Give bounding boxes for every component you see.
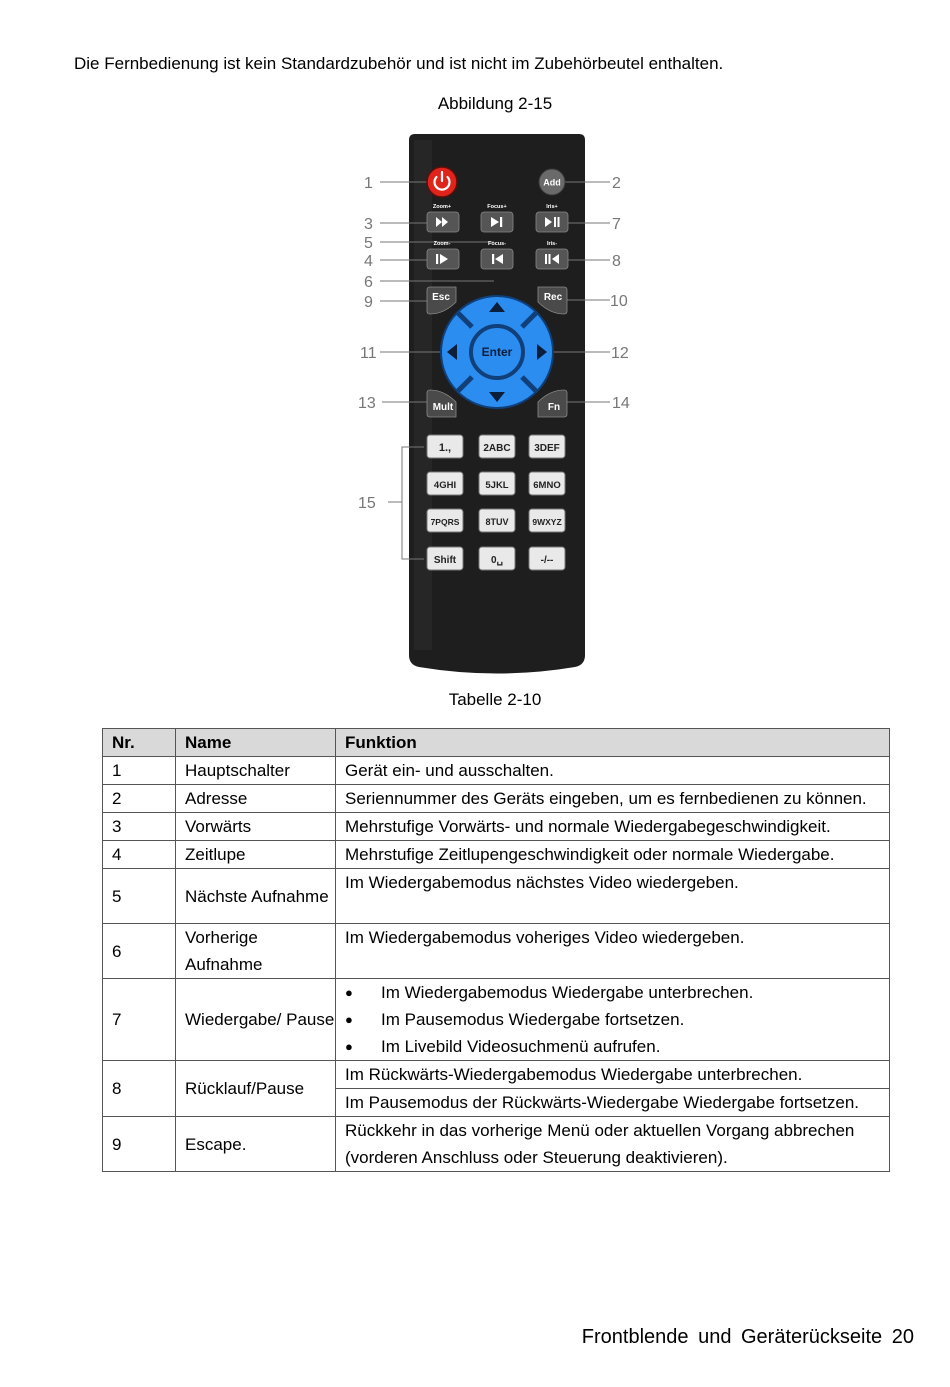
- footer-section: Frontblende und Geräterückseite: [581, 1326, 883, 1348]
- key-4: [427, 472, 463, 495]
- intro-text: Die Fernbedienung ist kein Standardzubehör und ist nicht im Zubehörbeutel enthalten.: [74, 54, 724, 73]
- callout-6: 6: [364, 274, 373, 291]
- cell-funktion: Mehrstufige Vorwärts- und normale Wiedergabegeschwindigkeit.: [336, 813, 890, 841]
- header-nr: Nr.: [103, 729, 176, 757]
- next-record-button: [481, 212, 513, 232]
- callout-14: 14: [612, 395, 630, 412]
- svg-text:0␣: 0␣: [491, 555, 503, 566]
- key-9: [529, 509, 565, 532]
- key-7: [427, 509, 463, 532]
- svg-text:Fn: Fn: [547, 402, 561, 413]
- svg-text:2ABC: 2ABC: [483, 443, 511, 454]
- header-name: Name: [176, 729, 336, 757]
- focus-plus-label: Focus+: [487, 204, 507, 210]
- table-row: [103, 785, 890, 813]
- focus-minus-label: Focus-: [487, 241, 507, 247]
- cell-nr: 1: [103, 757, 176, 785]
- svg-text:4GHI: 4GHI: [433, 480, 457, 491]
- iris-minus-label: Iris-: [546, 241, 558, 247]
- cell-name: Rücklauf/Pause: [176, 1061, 336, 1117]
- zoom-plus-label: Zoom+: [432, 204, 452, 210]
- funktion-part: Im Rückwärts-Wiedergabemodus Wiedergabe unterbrechen.: [345, 1065, 803, 1084]
- rewind-pause-button: [536, 249, 568, 269]
- cell-funktion: [336, 979, 890, 1061]
- cell-name: Zeitlupe: [176, 841, 336, 869]
- callout-7: 7: [612, 216, 621, 233]
- cell-nr: 3: [103, 813, 176, 841]
- table-row: [103, 757, 890, 785]
- cell-funktion: Mehrstufige Zeitlupengeschwindigkeit oder normale Wiedergabe.: [336, 841, 890, 869]
- key-0: [479, 547, 515, 570]
- power-button: [427, 167, 457, 197]
- slow-button: [427, 249, 459, 269]
- function-table: [102, 728, 890, 1172]
- page-number: 20: [891, 1326, 914, 1348]
- page-footer: [582, 1326, 914, 1349]
- callout-11: 11: [360, 345, 377, 362]
- figure-caption: Abbildung 2-15: [437, 94, 553, 113]
- callout-3: 3: [364, 216, 373, 233]
- header-funktion: Funktion: [336, 729, 890, 757]
- cell-funktion: Seriennummer des Geräts eingeben, um es fernbedienen zu können.: [336, 785, 890, 813]
- svg-text:9WXYZ: 9WXYZ: [532, 517, 562, 527]
- svg-text:Enter: Enter: [481, 345, 513, 359]
- cell-funktion: Gerät ein- und ausschalten.: [336, 757, 890, 785]
- svg-text:Mult: Mult: [432, 402, 454, 413]
- svg-text:1.,: 1.,: [438, 442, 452, 454]
- key-shift: [427, 547, 463, 570]
- callout-10: 10: [610, 293, 628, 310]
- svg-text:6MNO: 6MNO: [533, 480, 561, 491]
- svg-text:Esc: Esc: [432, 292, 450, 303]
- previous-record-button: [481, 249, 513, 269]
- callout-13: 13: [358, 395, 376, 412]
- cell-nr: 2: [103, 785, 176, 813]
- key-8: [479, 509, 515, 532]
- remote-control-figure: [352, 130, 642, 675]
- zoom-minus-label: Zoom-: [433, 241, 451, 247]
- list-item: ● Im Pausemodus Wiedergabe fortsetzen.: [345, 1006, 889, 1033]
- svg-text:3DEF: 3DEF: [534, 443, 560, 454]
- cell-name: Vorherige Aufnahme: [176, 924, 336, 979]
- callout-5: 5: [364, 235, 373, 252]
- direction-pad: [441, 296, 553, 408]
- cell-funktion: Im Wiedergabemodus nächstes Video wiedergeben.: [336, 869, 890, 924]
- svg-text:Shift: Shift: [433, 555, 457, 566]
- play-pause-button: [536, 212, 568, 232]
- key-2: [479, 435, 515, 458]
- cell-name: Hauptschalter: [176, 757, 336, 785]
- svg-text:5JKL: 5JKL: [485, 480, 509, 491]
- svg-text:-/--: -/--: [540, 555, 554, 566]
- callout-2: 2: [612, 175, 621, 192]
- key-6: [529, 472, 565, 495]
- table-row: [103, 841, 890, 869]
- svg-text:Rec: Rec: [543, 292, 563, 303]
- callout-12: 12: [611, 345, 629, 362]
- cell-nr: 6: [103, 924, 176, 979]
- table-row: [103, 1061, 890, 1117]
- callout-1: 1: [364, 175, 373, 192]
- callout-8: 8: [612, 253, 621, 270]
- cell-name: Vorwärts: [176, 813, 336, 841]
- key-dash: [529, 547, 565, 570]
- cell-funktion: [336, 1061, 890, 1117]
- callout-9: 9: [364, 294, 373, 311]
- list-item: ● Im Livebild Videosuchmenü aufrufen.: [345, 1033, 889, 1060]
- table-header-row: [103, 729, 890, 757]
- key-1: [427, 435, 463, 458]
- cell-nr: 5: [103, 869, 176, 924]
- callout-4: 4: [364, 253, 373, 270]
- add-button: [539, 169, 565, 195]
- forward-button: [427, 212, 459, 232]
- table-row: [103, 979, 890, 1061]
- cell-funktion: Rückkehr in das vorherige Menü oder aktuellen Vorgang abbrechen (vorderen Anschluss oder Steuerung deaktivieren).: [336, 1117, 890, 1172]
- cell-nr: 9: [103, 1117, 176, 1172]
- svg-text:Add: Add: [543, 177, 561, 188]
- funktion-part: Im Pausemodus der Rückwärts-Wiedergabe Wiedergabe fortsetzen.: [336, 1088, 889, 1116]
- cell-nr: 7: [103, 979, 176, 1061]
- svg-text:8TUV: 8TUV: [485, 517, 509, 527]
- table-row: [103, 924, 890, 979]
- cell-name: Adresse: [176, 785, 336, 813]
- callout-15: 15: [358, 495, 376, 512]
- table-row: [103, 813, 890, 841]
- bullet-list: [345, 979, 889, 1060]
- list-item: ● Im Wiedergabemodus Wiedergabe unterbrechen.: [345, 979, 889, 1006]
- cell-nr: 8: [103, 1061, 176, 1117]
- key-5: [479, 472, 515, 495]
- iris-plus-label: Iris+: [546, 204, 558, 210]
- svg-text:7PQRS: 7PQRS: [430, 517, 460, 527]
- cell-name: Escape.: [176, 1117, 336, 1172]
- cell-name: Nächste Aufnahme: [176, 869, 336, 924]
- cell-funktion: Im Wiedergabemodus voheriges Video wiedergeben.: [336, 924, 890, 979]
- key-3: [529, 435, 565, 458]
- cell-name: Wiedergabe/ Pause: [176, 979, 336, 1061]
- cell-nr: 4: [103, 841, 176, 869]
- table-row: [103, 869, 890, 924]
- table-row: [103, 1117, 890, 1172]
- table-caption: Tabelle 2-10: [448, 690, 542, 709]
